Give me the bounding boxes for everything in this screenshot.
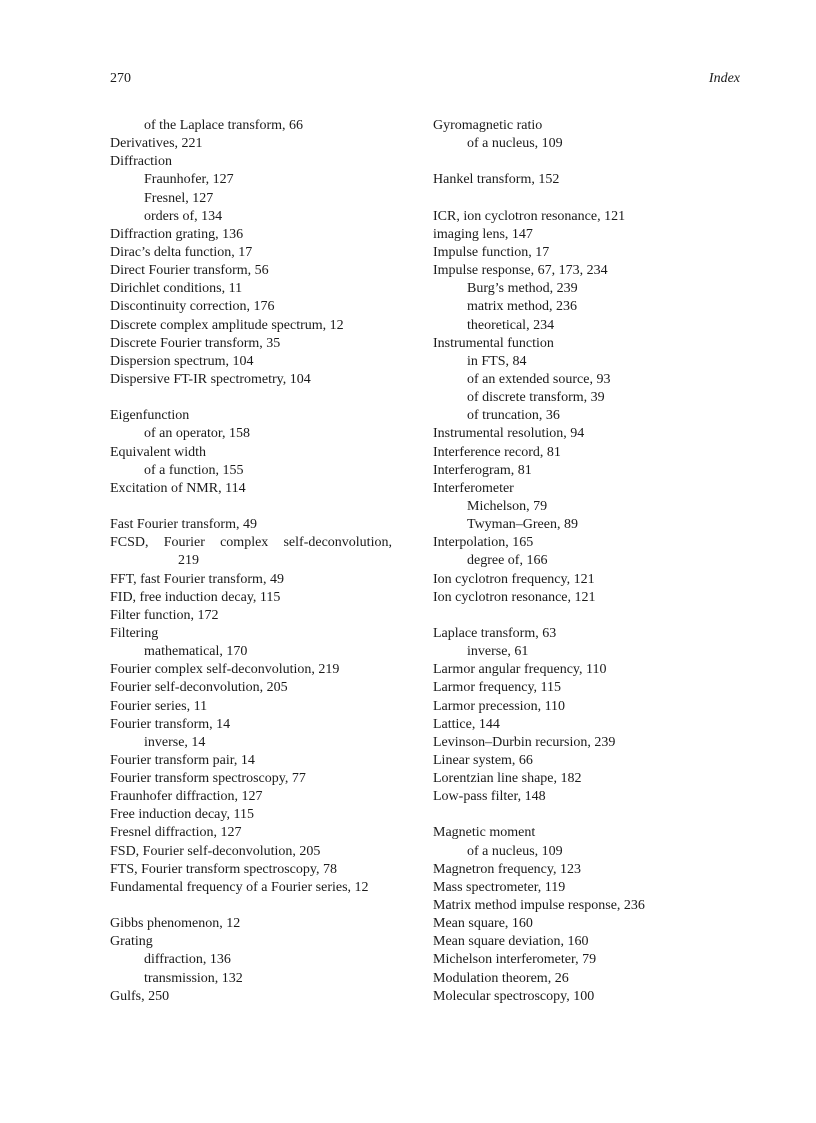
index-entry: Discrete Fourier transform, 35 — [110, 335, 281, 351]
index-entry: Fraunhofer diffraction, 127 — [110, 789, 263, 805]
index-entry: Molecular spectroscopy, 100 — [433, 988, 595, 1004]
index-entry: Michelson interferometer, 79 — [433, 952, 597, 968]
index-entry: Fourier transform, 14 — [110, 716, 231, 732]
index-entry: Direct Fourier transform, 56 — [110, 263, 269, 279]
index-subentry: Burg’s method, 239 — [467, 281, 578, 297]
index-entry: Low-pass filter, 148 — [433, 789, 546, 805]
index-section-gap — [110, 897, 392, 915]
index-subentry: of a nucleus, 109 — [467, 136, 563, 152]
index-section-gap — [110, 498, 392, 516]
index-entry: Lattice, 144 — [433, 716, 500, 732]
index-subentry: theoretical, 234 — [467, 317, 555, 333]
page-header — [110, 71, 740, 91]
index-entry: Derivatives, 221 — [110, 136, 203, 152]
index-entry: Eigenfunction — [110, 408, 190, 424]
index-entry: Mean square deviation, 160 — [433, 934, 589, 950]
page-number: 270 — [110, 71, 131, 86]
index-entry: Lorentzian line shape, 182 — [433, 771, 582, 787]
index-entry: Impulse response, 67, 173, 234 — [433, 263, 608, 279]
index-entry: Discrete complex amplitude spectrum, 12 — [110, 317, 344, 333]
index-entry: Dispersive FT-IR spectrometry, 104 — [110, 371, 311, 387]
index-entry: Gyromagnetic ratio — [433, 118, 543, 133]
index-entry: Levinson–Durbin recursion, 239 — [433, 734, 616, 750]
index-entry: Excitation of NMR, 114 — [110, 480, 246, 496]
index-entry: Fourier transform pair, 14 — [110, 752, 255, 768]
index-column-right — [433, 117, 733, 1006]
index-subentry: inverse, 61 — [467, 644, 529, 660]
index-entry: Free induction decay, 115 — [110, 807, 254, 823]
index-section-gap — [433, 806, 733, 824]
index-entry: Dirichlet conditions, 11 — [110, 281, 243, 297]
index-entry: Interference record, 81 — [433, 444, 561, 460]
index-entry: Gibbs phenomenon, 12 — [110, 916, 241, 932]
index-entry: Fast Fourier transform, 49 — [110, 517, 257, 533]
index-subentry: transmission, 132 — [144, 970, 243, 986]
index-entry: Dispersion spectrum, 104 — [110, 353, 254, 369]
index-entry-word: Fourier — [163, 535, 205, 551]
index-entry: Linear system, 66 — [433, 752, 533, 768]
index-entry: Ion cyclotron frequency, 121 — [433, 571, 595, 587]
index-subentry: mathematical, 170 — [144, 644, 248, 660]
index-entry: Ion cyclotron resonance, 121 — [433, 589, 596, 605]
index-entry: Interpolation, 165 — [433, 535, 534, 551]
index-entry: Filtering — [110, 625, 159, 641]
index-entry: Laplace transform, 63 — [433, 625, 557, 641]
index-entry: Fourier self-deconvolution, 205 — [110, 680, 288, 696]
index-entry: FFT, fast Fourier transform, 49 — [110, 571, 284, 587]
index-section-gap — [433, 607, 733, 625]
index-entry: Gulfs, 250 — [110, 988, 170, 1004]
index-subentry: of truncation, 36 — [467, 408, 560, 424]
index-entry: Modulation theorem, 26 — [433, 970, 569, 986]
index-entry: Interferogram, 81 — [433, 462, 532, 478]
index-section-gap — [110, 389, 392, 407]
index-subentry: Twyman–Green, 89 — [467, 517, 578, 533]
index-subentry: orders of, 134 — [144, 208, 223, 224]
index-subentry: of a nucleus, 109 — [467, 843, 563, 859]
index-entry: Impulse function, 17 — [433, 244, 550, 260]
index-subentry: of an extended source, 93 — [467, 371, 611, 387]
index-entry-word: complex — [220, 535, 269, 551]
index-entry: Larmor precession, 110 — [433, 698, 566, 714]
index-entry: Interferometer — [433, 480, 514, 496]
index-entry: ICR, ion cyclotron resonance, 121 — [433, 208, 626, 224]
index-entry: Larmor angular frequency, 110 — [433, 662, 607, 678]
index-entry: Fourier series, 11 — [110, 698, 208, 714]
index-subentry: Fraunhofer, 127 — [144, 172, 234, 188]
index-entry: Discontinuity correction, 176 — [110, 299, 275, 315]
index-entry-word: FCSD, — [110, 535, 149, 551]
index-entry: Instrumental function — [433, 335, 554, 351]
index-subentry: inverse, 14 — [144, 734, 206, 750]
index-entry: Instrumental resolution, 94 — [433, 426, 585, 442]
index-entry: Fundamental frequency of a Fourier series, 12 — [110, 879, 369, 895]
index-entry: Diffraction — [110, 154, 172, 170]
running-title: Index — [708, 71, 740, 86]
index-section-gap — [433, 153, 733, 171]
index-subentry: in FTS, 84 — [467, 353, 527, 369]
index-subentry: of a function, 155 — [144, 462, 244, 478]
index-entry-word: self-deconvolution, — [283, 535, 392, 551]
index-entry: Mass spectrometer, 119 — [433, 879, 566, 895]
index-entry — [110, 534, 392, 552]
index-column-left — [110, 117, 392, 1006]
index-subentry: of an operator, 158 — [144, 426, 250, 442]
index-entry: FID, free induction decay, 115 — [110, 589, 281, 605]
index-entry: Mean square, 160 — [433, 916, 533, 932]
index-subentry: matrix method, 236 — [467, 299, 578, 315]
index-entry: Matrix method impulse response, 236 — [433, 898, 645, 914]
index-entry: imaging lens, 147 — [433, 226, 533, 242]
index-subentry: Fresnel, 127 — [144, 190, 214, 206]
index-entry: Equivalent width — [110, 444, 207, 460]
index-entry: Hankel transform, 152 — [433, 172, 560, 188]
index-entry: Magnetic moment — [433, 825, 536, 841]
index-entry: Larmor frequency, 115 — [433, 680, 562, 696]
index-entry: FTS, Fourier transform spectroscopy, 78 — [110, 861, 337, 877]
index-subentry: degree of, 166 — [467, 553, 548, 569]
index-entry: Fresnel diffraction, 127 — [110, 825, 242, 841]
index-entry: Dirac’s delta function, 17 — [110, 244, 253, 260]
index-entry: Diffraction grating, 136 — [110, 226, 244, 242]
index-entry: Filter function, 172 — [110, 607, 219, 623]
index-subentry: diffraction, 136 — [144, 952, 231, 968]
index-subentry: Michelson, 79 — [467, 498, 548, 514]
index-entry: Grating — [110, 934, 153, 950]
index-subentry: of discrete transform, 39 — [467, 390, 605, 406]
index-entry: Fourier transform spectroscopy, 77 — [110, 771, 306, 787]
index-subentry: 219 — [178, 553, 199, 569]
index-entry: Fourier complex self-deconvolution, 219 — [110, 662, 340, 678]
index-entry: FSD, Fourier self-deconvolution, 205 — [110, 843, 321, 859]
index-entry: Magnetron frequency, 123 — [433, 861, 581, 877]
index-section-gap — [433, 190, 733, 208]
index-subentry: of the Laplace transform, 66 — [144, 118, 303, 133]
